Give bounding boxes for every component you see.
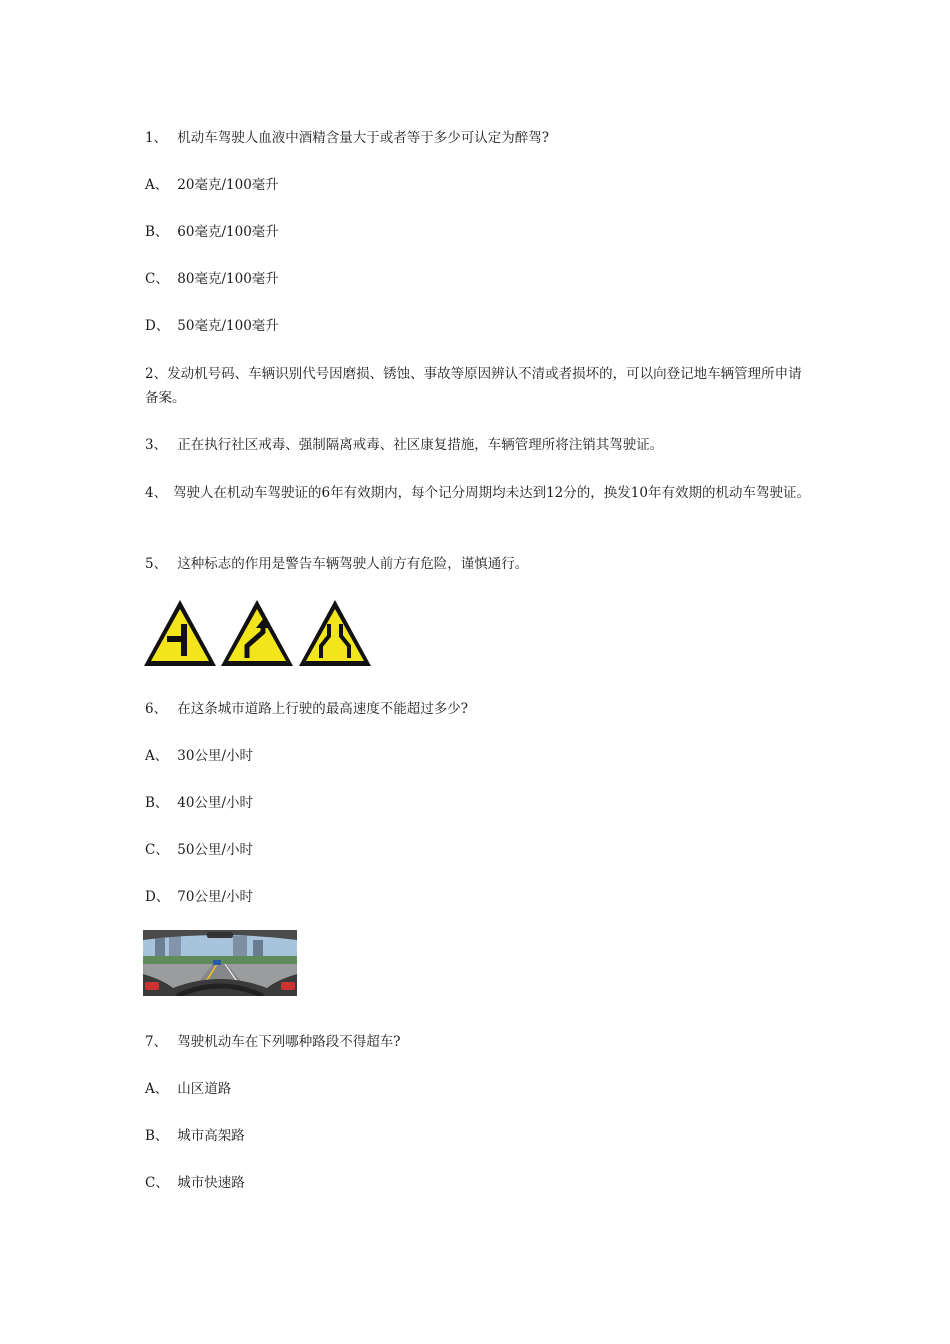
option-letter: A、 xyxy=(145,177,169,193)
option-letter: D、 xyxy=(145,889,170,905)
option-letter: B、 xyxy=(145,795,169,811)
option-text: 20毫克/100毫升 xyxy=(177,177,279,193)
option-text: 60毫克/100毫升 xyxy=(177,224,279,240)
option-c[interactable] xyxy=(145,267,279,291)
question-1 xyxy=(145,126,549,150)
question-3 xyxy=(145,433,663,457)
t-junction-warning-sign-icon xyxy=(144,600,216,666)
option-a[interactable] xyxy=(145,173,279,197)
question-text: 发动机号码、车辆识别代号因磨损、锈蚀、事故等原因辨认不清或者损坏的，可以向登记地车辆管理所申请备案。 xyxy=(145,366,802,406)
question-text: 这种标志的作用是警告车辆驾驶人前方有危险，谨慎通行。 xyxy=(177,556,529,572)
question-text: 正在执行社区戒毒、强制隔离戒毒、社区康复措施，车辆管理所将注销其驾驶证。 xyxy=(177,437,664,453)
option-letter: C、 xyxy=(145,1175,169,1191)
question-text: 在这条城市道路上行驶的最高速度不能超过多少? xyxy=(177,701,469,717)
question-number: 7、 xyxy=(145,1034,168,1050)
curve-warning-sign-icon xyxy=(221,600,293,666)
option-letter: B、 xyxy=(145,1128,169,1144)
question-number: 3、 xyxy=(145,437,168,453)
city-road-driving-image xyxy=(143,930,297,996)
question-number: 1、 xyxy=(145,130,168,146)
question-text: 驾驶机动车在下列哪种路段不得超车? xyxy=(177,1034,401,1050)
question-number: 2、 xyxy=(145,366,168,382)
warning-signs-image xyxy=(143,598,373,668)
question-6 xyxy=(145,697,468,721)
option-letter: B、 xyxy=(145,224,169,240)
option-letter: D、 xyxy=(145,318,170,334)
road-narrows-warning-sign-icon xyxy=(299,600,371,666)
option-letter: A、 xyxy=(145,748,169,764)
option-letter: A、 xyxy=(145,1081,169,1097)
option-c[interactable] xyxy=(145,838,253,862)
option-text: 50毫克/100毫升 xyxy=(177,318,279,334)
question-2 xyxy=(145,362,810,410)
option-text: 80毫克/100毫升 xyxy=(177,271,279,287)
option-text: 50公里/小时 xyxy=(177,842,254,858)
option-a[interactable] xyxy=(145,1077,231,1101)
question-5 xyxy=(145,552,528,576)
option-text: 30公里/小时 xyxy=(177,748,254,764)
question-number: 5、 xyxy=(145,556,168,572)
question-text: 驾驶人在机动车驾驶证的6年有效期内，每个记分周期均未达到12分的，换发10年有效期的机动车驾驶证。 xyxy=(173,485,810,501)
option-b[interactable] xyxy=(145,791,253,815)
option-letter: C、 xyxy=(145,271,169,287)
option-text: 70公里/小时 xyxy=(177,889,254,905)
question-number: 6、 xyxy=(145,701,168,717)
option-text: 城市快速路 xyxy=(177,1175,245,1191)
question-text: 机动车驾驶人血液中酒精含量大于或者等于多少可认定为醉驾? xyxy=(177,130,550,146)
option-b[interactable] xyxy=(145,220,279,244)
option-a[interactable] xyxy=(145,744,253,768)
option-text: 40公里/小时 xyxy=(177,795,254,811)
option-text: 城市高架路 xyxy=(177,1128,245,1144)
option-d[interactable] xyxy=(145,314,279,338)
question-4 xyxy=(145,481,810,505)
question-number: 4、 xyxy=(145,485,168,501)
option-text: 山区道路 xyxy=(177,1081,232,1097)
question-7 xyxy=(145,1030,401,1054)
option-b[interactable] xyxy=(145,1124,245,1148)
option-letter: C、 xyxy=(145,842,169,858)
option-c[interactable] xyxy=(145,1171,245,1195)
option-d[interactable] xyxy=(145,885,253,909)
